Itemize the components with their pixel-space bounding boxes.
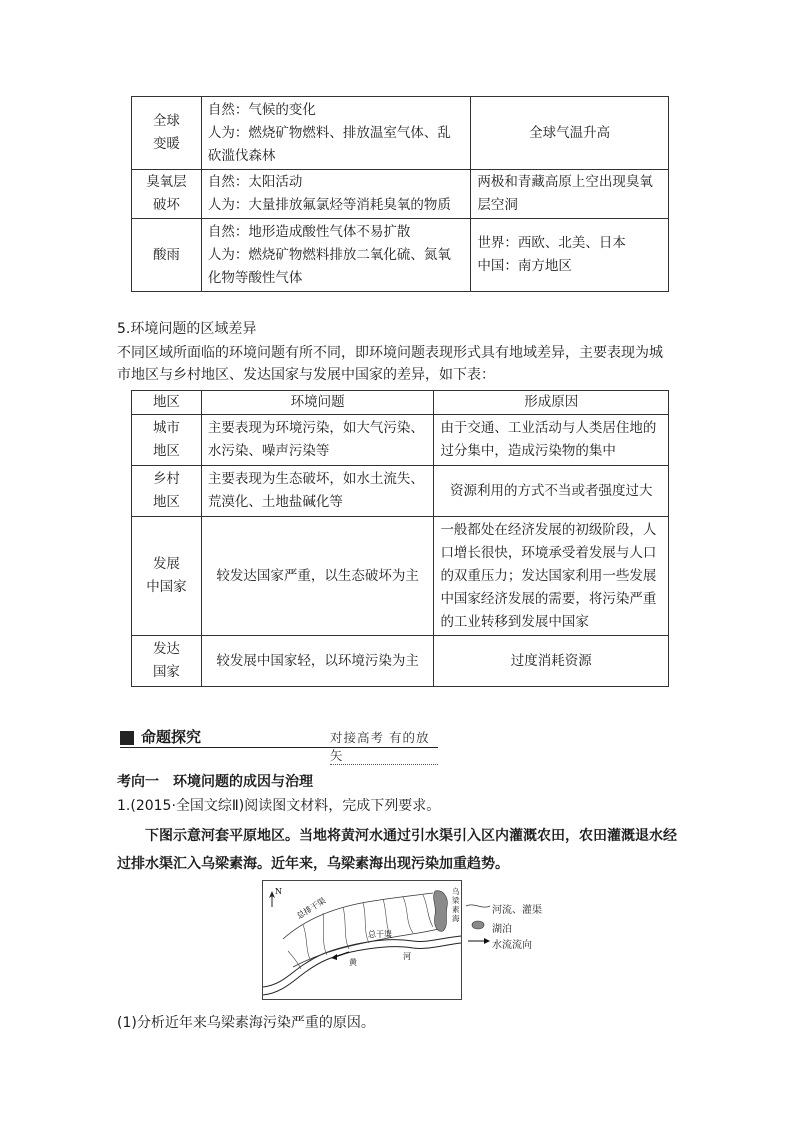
issue-name: 酸雨 (132, 219, 202, 292)
label-main-canal: 总干渠 (368, 930, 392, 939)
region-cause: 资源利用的方式不当或者强度过大 (434, 466, 669, 517)
region-name: 发达 国家 (132, 636, 202, 687)
map-graphic (263, 881, 461, 999)
issue-name: 臭氧层 破坏 (132, 170, 202, 219)
legend-river-icon (466, 905, 490, 907)
table-row (132, 170, 669, 219)
issue-effect: 两极和青藏高原上空出现臭氧层空洞 (471, 170, 669, 219)
section-banner (120, 725, 438, 763)
exam-question: 1.(2015·全国文综Ⅱ)阅读图文材料，完成下列要求。 (117, 798, 441, 814)
banner-slogan: 对接高考 有的放矢 (330, 728, 438, 765)
exam-direction: 考向一 环境问题的成因与治理 (117, 774, 313, 790)
region-name: 城市 地区 (132, 415, 202, 466)
banner-square-icon (120, 731, 134, 745)
sub-question-1: (1)分析近年来乌梁素海污染严重的原因。 (117, 1015, 375, 1031)
label-lake: 乌梁素海 (452, 887, 460, 923)
lake-shape (434, 891, 448, 932)
table-row (132, 636, 669, 687)
issue-effect: 全球气温升高 (471, 97, 669, 170)
header-cause: 形成原因 (434, 391, 669, 415)
region-cause: 过度消耗资源 (434, 636, 669, 687)
section-heading: 5.环境问题的区域差异 (117, 321, 257, 337)
cause-human: 人为：燃烧矿物燃料排放二氧化硫、氮氧化物等酸性气体 (207, 246, 451, 286)
issue-effect: 世界：西欧、北美、日本 中国：南方地区 (471, 219, 669, 292)
hetao-plain-map (262, 880, 462, 1000)
table-row (132, 97, 669, 170)
regional-differences-table (131, 390, 669, 687)
region-problem: 较发达国家严重，以生态破坏为主 (201, 517, 434, 636)
legend-lake: 湖泊 (492, 924, 512, 935)
issue-causes (201, 97, 470, 170)
table-header-row (132, 391, 669, 415)
region-cause: 一般都处在经济发展的初级阶段，人口增长很快，环境承受着发展与人口的双重压力；发达国家利用一些发展中国家经济发展的需要，将污染严重的工业转移到发展中国家 (434, 517, 669, 636)
legend-lake-icon (472, 921, 484, 929)
cause-natural: 自然：气候的变化 (207, 101, 316, 118)
legend-symbols (464, 896, 494, 956)
cause-natural: 自然：太阳活动 (207, 174, 303, 190)
region-problem: 主要表现为环境污染，如大气污染、水污染、噪声污染等 (201, 415, 434, 466)
issue-name: 全球 变暖 (132, 97, 202, 170)
section-intro: 不同区域所面临的环境问题有所不同，即环境问题表现形式具有地域差异，主要表现为城市地区与乡村地区、发达国家与发展中国家的差异，如下表： (117, 345, 663, 383)
legend-arrow-icon (484, 938, 490, 944)
table-row (132, 517, 669, 636)
banner-title: 命题探究 (141, 728, 202, 746)
flow-arrow-icon (331, 954, 337, 960)
exam-material: 下图示意河套平原地区。当地将黄河水通过引水渠引入区内灌溉农田，农田灌溉退水经过排水渠汇入乌梁素海。近年来，乌梁素海出现污染加重趋势。 (117, 828, 677, 872)
issue-causes (201, 170, 470, 219)
issue-causes (201, 219, 470, 292)
header-region: 地区 (132, 391, 202, 415)
cause-human: 人为：大量排放氟氯烃等消耗臭氧的物质 (207, 197, 451, 213)
label-huang: 黄 (349, 958, 357, 967)
legend-river: 河流、灌渠 (492, 905, 542, 916)
region-cause: 由于交通、工业活动与人类居住地的过分集中，造成污染物的集中 (434, 415, 669, 466)
header-problem: 环境问题 (201, 391, 434, 415)
region-name: 乡村 地区 (132, 466, 202, 517)
table-row (132, 466, 669, 517)
banner-rule (120, 747, 438, 748)
table-row (132, 219, 669, 292)
label-main-drain: 总排干渠 (295, 896, 328, 921)
region-name: 发展 中国家 (132, 517, 202, 636)
region-problem: 主要表现为生态破坏，如水土流失、荒漠化、土地盐碱化等 (201, 466, 434, 517)
global-issues-table (131, 96, 669, 292)
cause-natural: 自然：地形造成酸性气体不易扩散 (207, 223, 411, 240)
region-problem: 较发展中国家轻，以环境污染为主 (201, 636, 434, 687)
legend-flow: 水流流向 (492, 940, 532, 951)
label-he: 河 (403, 952, 411, 961)
north-label: N (275, 887, 282, 896)
table-row (132, 415, 669, 466)
cause-human: 人为：燃烧矿物燃料、排放温室气体、乱砍滥伐森林 (207, 124, 451, 164)
